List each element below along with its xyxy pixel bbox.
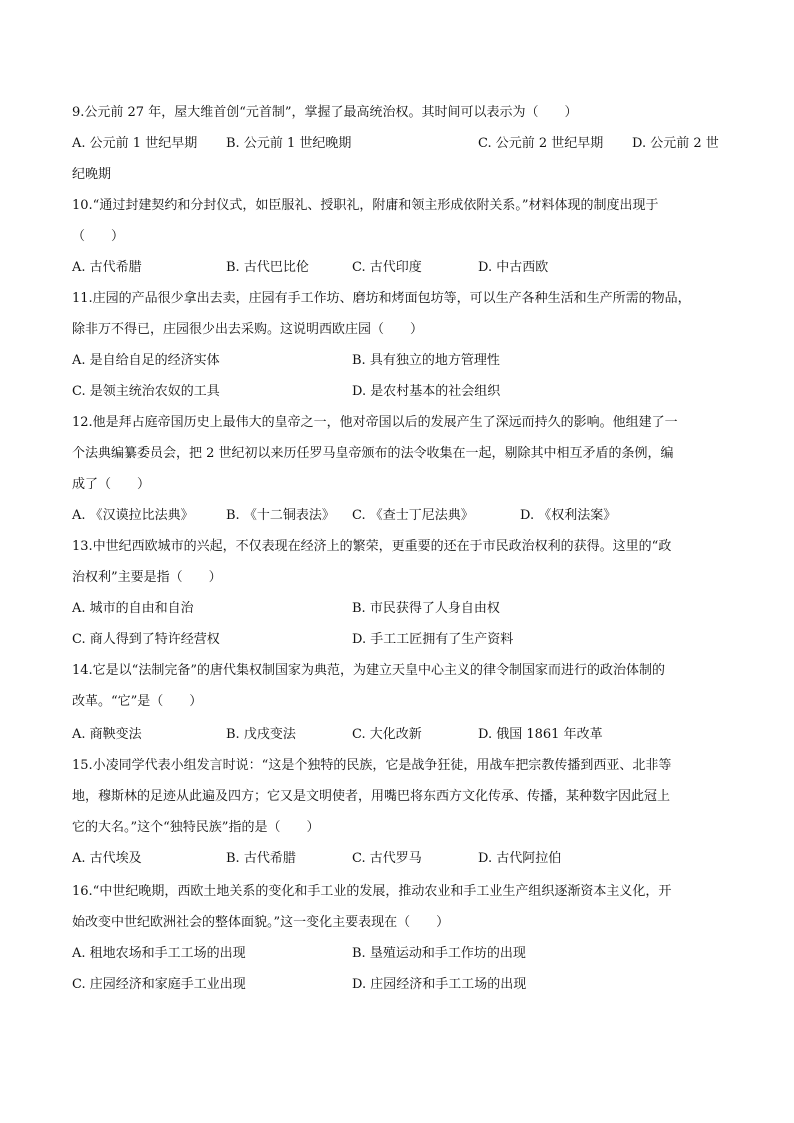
question-14-option-d: D. 俄国 1861 年改革: [478, 727, 603, 742]
question-13-option-b: B. 市民获得了人身自由权: [352, 601, 500, 616]
question-16-option-a: A. 租地农场和手工工场的出现: [72, 946, 246, 961]
question-14-option-b: B. 戊戌变法: [226, 727, 296, 742]
question-10-option-b: B. 古代巴比伦: [226, 260, 309, 275]
question-11-option-b: B. 具有独立的地方管理性: [352, 353, 500, 368]
question-15-option-a: A. 古代埃及: [72, 851, 142, 866]
question-11-option-c: C. 是领主统治农奴的工具: [72, 384, 220, 399]
question-16-stem-line-1: 16.“中世纪晚期，西欧土地关系的变化和手工业的发展，推动农业和手工业生产组织逐渐资本主义化，开: [72, 884, 672, 899]
question-13-stem-line-1: 13.中世纪西欧城市的兴起，不仅表现在经济上的繁荣，更重要的还在于市民政治权利的获得。这里的“政: [72, 539, 672, 554]
question-14-stem-line-2: 改革。“它”是（ ）: [72, 694, 203, 709]
question-12-option-a: A. 《汉谟拉比法典》: [72, 508, 194, 523]
question-12-option-c: C. 《查士丁尼法典》: [352, 508, 474, 523]
question-12-stem-line-1: 12.他是拜占庭帝国历史上最伟大的皇帝之一，他对帝国以后的发展产生了深远而持久的影响。他组建了一: [72, 415, 678, 430]
question-13-option-a: A. 城市的自由和自治: [72, 601, 194, 616]
question-11-option-a: A. 是自给自足的经济实体: [72, 353, 220, 368]
question-12-stem-line-2: 个法典编纂委员会，把 2 世纪初以来历任罗马皇帝颁布的法令收集在一起，剔除其中相互矛盾的条例，编: [72, 446, 674, 461]
question-12-option-d: D. 《权利法案》: [520, 508, 617, 523]
question-12-option-b: B. 《十二铜表法》: [226, 508, 335, 523]
question-16-option-c: C. 庄园经济和家庭手工业出现: [72, 977, 246, 992]
question-16-option-b: B. 垦殖运动和手工作坊的出现: [352, 946, 526, 961]
question-10-stem-line-2: （ ）: [72, 229, 125, 244]
question-14-option-a: A. 商鞅变法: [72, 727, 142, 742]
question-13-stem-line-2: 治权利”主要是指（ ）: [72, 570, 222, 585]
question-15-stem-line-1: 15.小凌同学代表小组发言时说：“这是个独特的民族，它是战争狂徒，用战车把宗教传播到西亚、北非等: [72, 758, 672, 773]
question-9-stem: 9.公元前 27 年，屋大维首创“元首制”，掌握了最高统治权。其时间可以表示为（ ）: [72, 105, 578, 120]
question-10-option-a: A. 古代希腊: [72, 260, 142, 275]
question-11-stem-line-2: 除非万不得已，庄园很少出去采购。这说明西欧庄园（ ）: [72, 322, 424, 337]
question-15-option-d: D. 古代阿拉伯: [478, 851, 562, 866]
question-14-stem-line-1: 14.它是以“法制完备”的唐代集权制国家为典范，为建立天皇中心主义的律令制国家而进行的政治体制的: [72, 663, 665, 678]
question-11-stem-line-1: 11.庄园的产品很少拿出去卖，庄园有手工作坊、磨坊和烤面包坊等，可以生产各种生活和生产所需的物品，: [72, 291, 691, 306]
question-12-stem-line-3: 成了（ ）: [72, 477, 151, 492]
question-11-option-d: D. 是农村基本的社会组织: [352, 384, 501, 399]
question-16-stem-line-2: 始改变中世纪欧洲社会的整体面貌。”这一变化主要表现在（ ）: [72, 915, 450, 930]
question-13-option-c: C. 商人得到了特许经营权: [72, 632, 220, 647]
question-9-option-a: A. 公元前 1 世纪早期: [72, 136, 198, 151]
question-14-option-c: C. 大化改新: [352, 727, 422, 742]
question-16-option-d: D. 庄园经济和手工工场的出现: [352, 977, 527, 992]
question-13-option-d: D. 手工工匠拥有了生产资料: [352, 632, 514, 647]
question-10-option-d: D. 中古西欧: [478, 260, 549, 275]
question-10-option-c: C. 古代印度: [352, 260, 422, 275]
question-15-option-b: B. 古代希腊: [226, 851, 296, 866]
question-15-option-c: C. 古代罗马: [352, 851, 422, 866]
question-9-option-d-wrap: 纪晚期: [72, 167, 112, 182]
question-9-option-d: D. 公元前 2 世: [632, 136, 719, 151]
question-9-option-b: B. 公元前 1 世纪晚期: [226, 136, 352, 151]
question-10-stem-line-1: 10.“通过封建契约和分封仪式，如臣服礼、授职礼，附庸和领主形成依附关系。”材料体现的制度出现于: [72, 198, 659, 213]
question-9-option-c: C. 公元前 2 世纪早期: [478, 136, 604, 151]
question-15-stem-line-3: 它的大名。”这个“独特民族”指的是（ ）: [72, 820, 320, 835]
question-15-stem-line-2: 地，穆斯林的足迹从此遍及四方；它又是文明使者，用嘴巴将东西方文化传承、传播，某种数字因此冠上: [72, 789, 671, 804]
